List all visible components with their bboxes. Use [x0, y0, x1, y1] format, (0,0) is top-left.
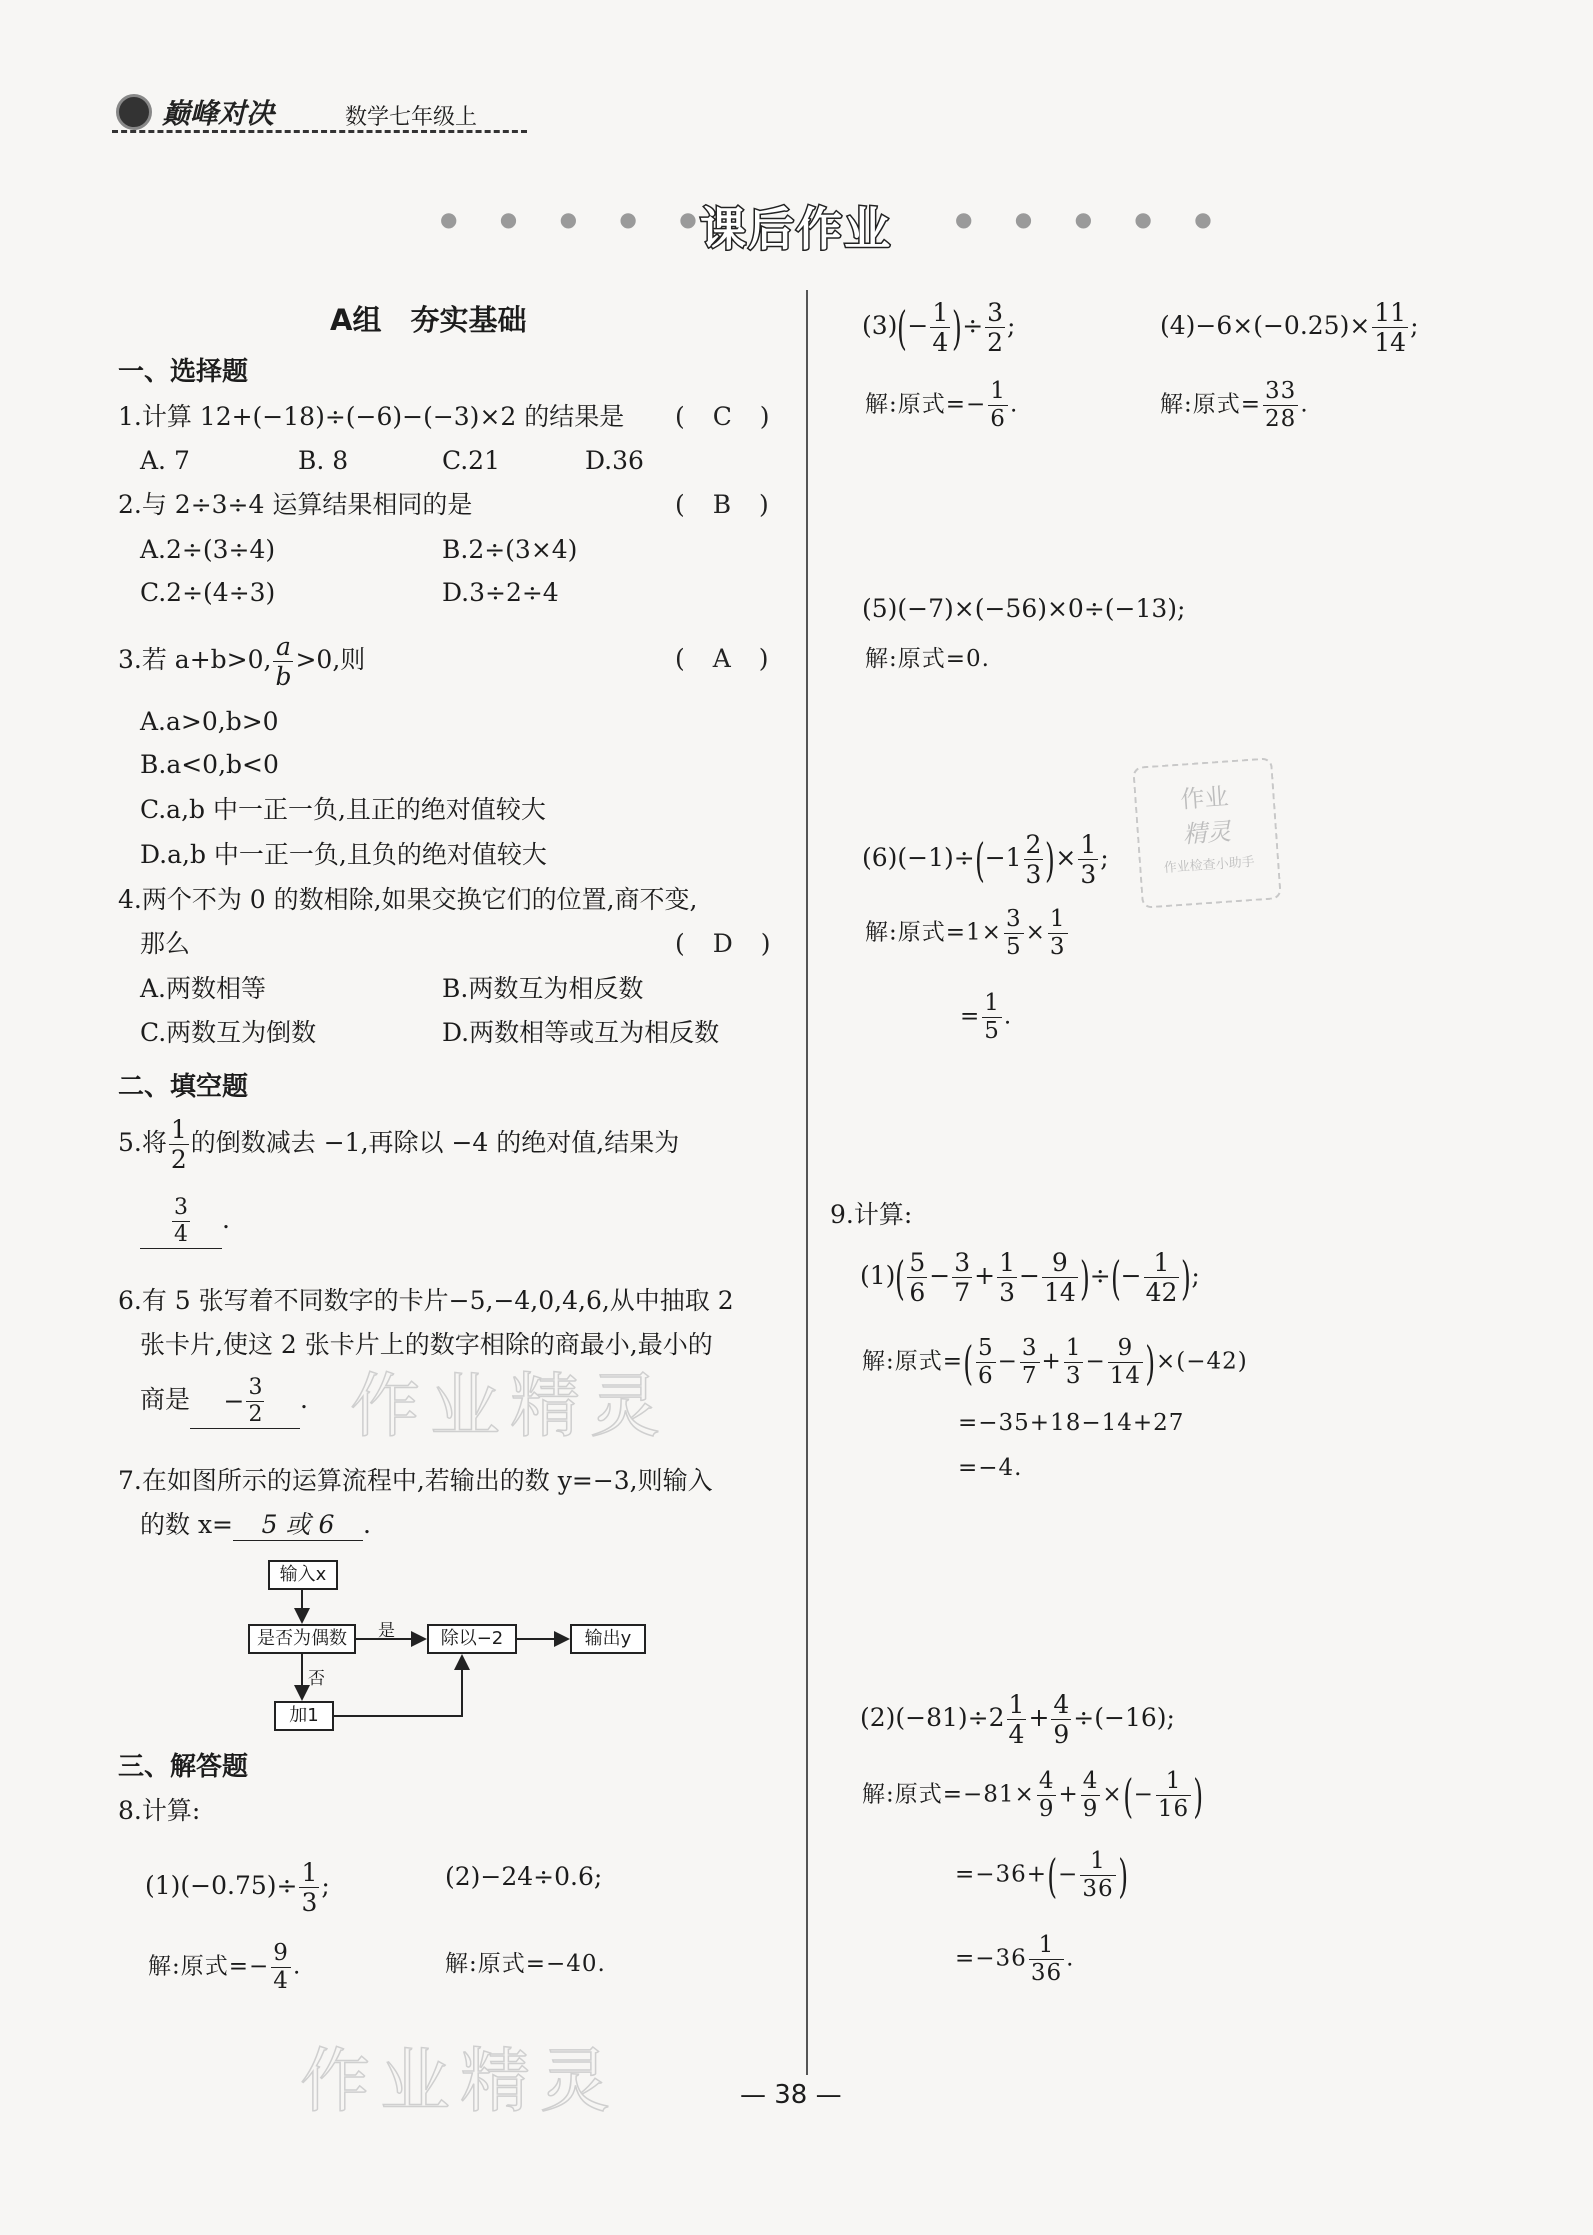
flow-add: 加1 [274, 1701, 334, 1731]
q6-line3: 商是 − $\frac{3}{2}$ . [140, 1375, 308, 1427]
q3-answer: ( A ) [675, 644, 769, 673]
q1-option-a: A. 7 [140, 446, 190, 475]
flow-output: 输出y [570, 1624, 646, 1654]
watermark-bottom: 作业精灵 [300, 2040, 620, 2122]
section-fill: 二、填空题 [118, 1072, 249, 1102]
q5-answer: $\frac{3}{4}$ . [140, 1195, 230, 1249]
stamp-line2: 精灵 [1182, 817, 1232, 849]
flow-no-label: 否 [308, 1669, 325, 1689]
q8-p2: (2)−24÷0.6; [445, 1862, 603, 1891]
flow-divide: 除以−2 [427, 1624, 517, 1654]
q3-option-c: C.a,b 中一正一负,且正的绝对值较大 [140, 795, 546, 824]
q9-p2-solution: 解:原式=−81× $\frac{4}{9}$ + $\frac{4}{9}$ ×(− $\frac{1}{16}$ ) [862, 1768, 1204, 1823]
q1-stem: 1.计算 12+(−18)÷(−6)−(−3)×2 的结果是 [118, 402, 625, 431]
q4-answer: ( D ) [675, 929, 771, 958]
q8-p5-solution: 解:原式=0. [865, 646, 990, 672]
q9-p1-step2: =−35+18−14+27 [958, 1410, 1185, 1436]
q7-line2: 的数 x= 5 或 6 . [140, 1510, 371, 1539]
q8-p2-solution: 解:原式=−40. [445, 1951, 606, 1977]
q8-p3: (3)(− $\frac{1}{4}$ )÷ $\frac{3}{2}$ ; [862, 298, 1016, 357]
flow-arrows [0, 0, 700, 1760]
q6-line2: 张卡片,使这 2 张卡片上的数字相除的商最小,最小的 [140, 1330, 713, 1359]
q9-p2: (2)(−81)÷2 $\frac{1}{4}$ + $\frac{4}{9}$ ÷(−16); [860, 1690, 1175, 1749]
flow-input: 输入x [268, 1560, 338, 1590]
q9-p1-step3: =−4. [958, 1455, 1023, 1481]
q8-p5: (5)(−7)×(−56)×0÷(−13); [862, 594, 1186, 623]
q8-p1-solution: 解:原式=− $\frac{9}{4}$ . [148, 1940, 302, 1994]
q9-stem: 9.计算: [830, 1200, 913, 1229]
page-number: — 38 — [740, 2080, 842, 2110]
header-brand: 巅峰对决 [162, 97, 275, 130]
q4-option-d: D.两数相等或互为相反数 [442, 1018, 720, 1047]
q1-answer: ( C ) [675, 402, 770, 431]
q4-stem: 4.两个不为 0 的数相除,如果交换它们的位置,商不变, [118, 885, 698, 914]
flow-check: 是否为偶数 [248, 1624, 356, 1654]
q8-p4: (4)−6×(−0.25)× $\frac{11}{14}$ ; [1160, 298, 1419, 357]
q8-p6-solution-step2: = $\frac{1}{5}$ . [960, 990, 1013, 1044]
q3-option-a: A.a>0,b>0 [140, 707, 279, 736]
q8-p1: (1)(−0.75)÷ $\frac{1}{3}$ ; [145, 1858, 330, 1917]
flow-yes-label: 是 [378, 1621, 395, 1641]
q3-fraction: $\frac{a}{b}$ [275, 632, 292, 691]
q4-option-b: B.两数互为相反数 [442, 974, 644, 1003]
q3-option-b: B.a<0,b<0 [140, 750, 279, 779]
q2-option-a: A.2÷(3÷4) [140, 535, 276, 564]
q5-stem: 5.将 $\frac{1}{2}$ 的倒数减去 −1,再除以 −4 的绝对值,结果为 [118, 1115, 680, 1174]
group-title: A组 夯实基础 [330, 303, 527, 337]
q2-answer: ( B ) [675, 490, 769, 519]
banner-dots-left: ● ● ● ● ● [440, 207, 715, 231]
q8-p6-solution: 解:原式=1× $\frac{3}{5}$ × $\frac{1}{3}$ [865, 906, 1066, 960]
q8-p6: (6)(−1)÷(−1 $\frac{2}{3}$ )× $\frac{1}{3}$ ; [862, 830, 1109, 889]
q8-p3-solution: 解:原式=− $\frac{1}{6}$ . [865, 378, 1019, 432]
q9-p2-step2: =−36+(− $\frac{1}{36}$ ) [955, 1848, 1129, 1903]
banner-dots-right: ● ● ● ● ● [955, 207, 1230, 231]
header-subtitle: 数学七年级上 [345, 105, 478, 130]
banner-title: 课后作业 [700, 202, 892, 256]
q8-stem: 8.计算: [118, 1796, 201, 1825]
q7-answer-blank: 5 或 6 [233, 1510, 363, 1541]
q2-option-d: D.3÷2÷4 [442, 578, 559, 607]
stamp-line3: 作业检查小助手 [1163, 854, 1256, 877]
q4-stem-2: 那么 [140, 929, 191, 958]
stamp-line1: 作业 [1179, 782, 1230, 814]
section-solve: 三、解答题 [118, 1752, 249, 1782]
q4-option-c: C.两数互为倒数 [140, 1018, 317, 1047]
q5-fraction: $\frac{1}{2}$ [170, 1115, 187, 1174]
q2-option-c: C.2÷(4÷3) [140, 578, 276, 607]
q1-option-d: D.36 [585, 446, 644, 475]
q3-option-d: D.a,b 中一正一负,且负的绝对值较大 [140, 840, 547, 869]
q8-p4-solution: 解:原式= $\frac{33}{28}$ . [1160, 378, 1309, 432]
stamp [1132, 757, 1282, 908]
q9-p2-step3: =−36 $\frac{1}{36}$ . [955, 1932, 1075, 1986]
q3-stem: 3.若 a+b>0, $\frac{a}{b}$ >0,则 [118, 632, 366, 691]
q1-option-b: B. 8 [298, 446, 349, 475]
q7-line1: 7.在如图所示的运算流程中,若输出的数 y=−3,则输入 [118, 1466, 713, 1495]
q6-line1: 6.有 5 张写着不同数字的卡片−5,−4,0,4,6,从中抽取 2 [118, 1286, 734, 1315]
q4-option-a: A.两数相等 [140, 974, 267, 1003]
q2-option-b: B.2÷(3×4) [442, 535, 578, 564]
watermark-mid: 作业精灵 [350, 1365, 670, 1447]
q9-p1: (1)( $\frac{5}{6}$ − $\frac{3}{7}$ + $\frac{1}{3}$ − $\frac{9}{14}$ )÷(− $\frac{1}{42}$ ); [860, 1248, 1200, 1307]
section-choice: 一、选择题 [118, 357, 249, 387]
q9-p1-solution: 解:原式=( $\frac{5}{6}$ − $\frac{3}{7}$ + $\frac{1}{3}$ − $\frac{9}{14}$ )×(−42) [862, 1335, 1248, 1390]
q2-stem: 2.与 2÷3÷4 运算结果相同的是 [118, 490, 473, 519]
q1-option-c: C.21 [442, 446, 500, 475]
column-divider [806, 290, 808, 2075]
